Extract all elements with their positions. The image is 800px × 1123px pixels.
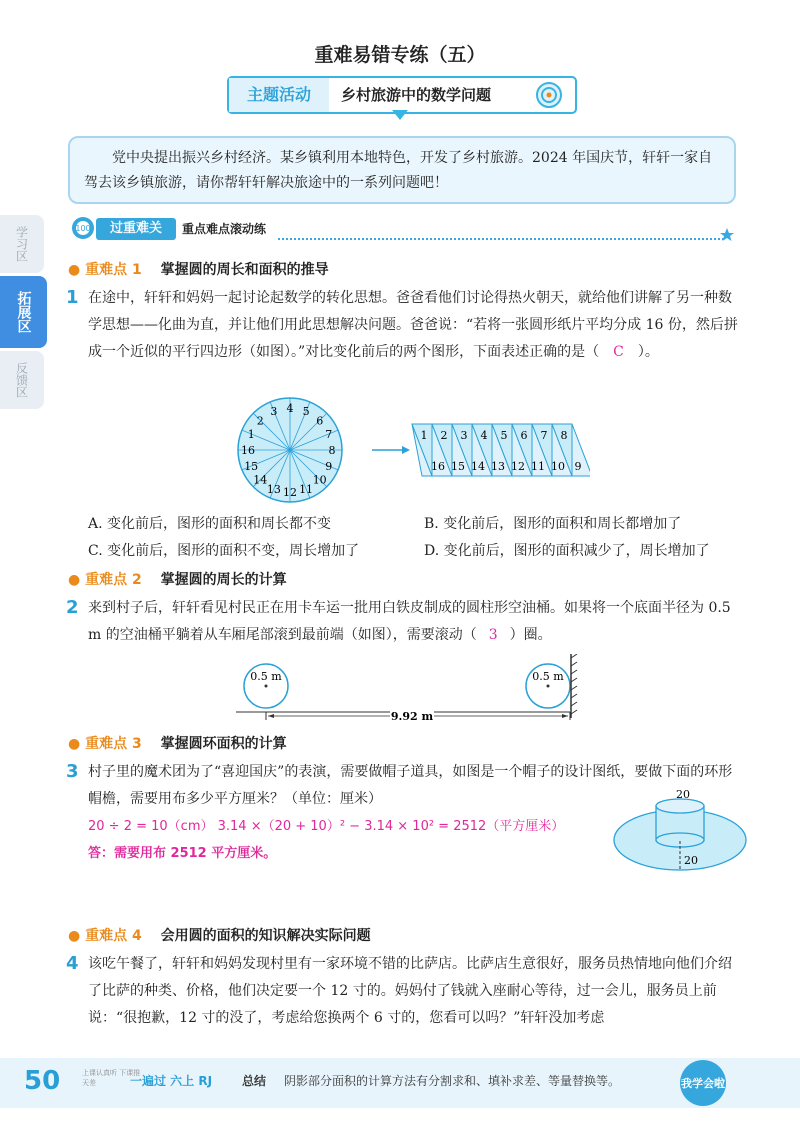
sector-label: 12 (283, 486, 297, 499)
wedge-label: 11 (531, 460, 545, 473)
point-num: 2 (131, 572, 142, 588)
question-number: 1 (66, 287, 79, 308)
point-desc: 掌握圆环面积的计算 (160, 736, 287, 752)
question-4-text: 该吃午餐了，轩轩和妈妈发现村里有一家环境不错的比萨店。比萨店生意很好，服务员热情地向他们介绍了比萨的种类、价格，他们决定要一个 12 寸的。妈妈付了钱就入座耐心等待，过一会儿，服务员上前说：“很抱歉，12 寸的没了，考虑给您换两个 6 寸的，您看可以吗？”轩轩没加考虑 (88, 956, 732, 1026)
sector-label: 4 (286, 402, 294, 415)
sector-label: 13 (266, 482, 281, 496)
sector-label: 3 (270, 405, 278, 419)
summary-text: 阴影部分面积的计算方法有分割求和、填补求差、等量替换等。 (284, 1074, 621, 1088)
point-label: 重难点 (85, 262, 128, 278)
wedge-label: 7 (540, 429, 548, 442)
point-1-heading (68, 259, 329, 279)
section-bar (68, 218, 730, 240)
question-2-tail: ）圈。 (509, 627, 552, 643)
sector-label: 5 (302, 405, 310, 419)
wedge-label: 5 (500, 429, 508, 442)
sector-label: 15 (244, 460, 259, 474)
circle-to-parallelogram-diagram (230, 396, 590, 506)
wedge-label: 2 (440, 429, 448, 442)
arrow-icon (372, 446, 410, 454)
theme-text: 乡村旅游中的数学问题 (341, 86, 492, 104)
point-desc: 会用圆的面积的知识解决实际问题 (160, 928, 371, 944)
page-footer (0, 1058, 800, 1108)
sector-label: 11 (299, 482, 314, 496)
wedge-label: 10 (551, 460, 565, 473)
point-num: 3 (131, 736, 142, 752)
theme-tag: 主题活动 (229, 78, 329, 112)
intro-box (68, 136, 736, 204)
question-2-body: 来到村子后，轩轩看见村民正在用卡车运一批用白铁皮制成的圆柱形空油桶。如果将一个底面半径为 0.5 m 的空油桶平躺着从车厢尾部滚到最前端（如图），需要滚动（ (88, 600, 731, 643)
option-b: B. 变化前后，图形的面积和周长都增加了 (424, 516, 682, 532)
side-tabs (0, 215, 47, 412)
question-2-text (88, 595, 740, 649)
wedge-label: 9 (574, 460, 582, 473)
lightbulb-icon: ● (68, 572, 81, 588)
point-desc: 掌握圆的周长和面积的推导 (160, 262, 329, 278)
question-3-text: 村子里的魔术团为了“喜迎国庆”的表演，需要做帽子道具，如图是一个帽子的设计图纸，要做下面的环形帽檐，需要用布多少平方厘米？（单位：厘米） (88, 764, 733, 807)
point-desc: 掌握圆的周长的计算 (160, 572, 287, 588)
point-num: 1 (131, 262, 142, 278)
wedge-label: 12 (511, 460, 525, 473)
page-title: 重难易错专练（五） (314, 44, 486, 66)
sector-label: 2 (256, 414, 264, 428)
sector-label: 16 (241, 444, 255, 457)
lightbulb-icon: ● (68, 736, 81, 752)
question-number: 4 (66, 953, 79, 974)
intro-text: 党中央提出振兴乡村经济。某乡镇利用本地特色，开发了乡村旅游。2024 年国庆节，轩轩一家自驾去该乡镇旅游，请你帮轩轩解决旅途中的一系列问题吧！ (84, 150, 713, 191)
rolling-barrel-diagram (230, 654, 580, 724)
option-a: A. 变化前后，图形的面积和周长都不变 (88, 516, 332, 532)
hat-top-label: 20 (676, 788, 690, 801)
point-3-heading (68, 733, 287, 753)
wedge-label: 13 (491, 460, 505, 473)
sector-label: 14 (253, 473, 268, 487)
theme-pointer (392, 110, 408, 120)
target-icon (535, 81, 563, 109)
sector-label: 10 (312, 473, 327, 487)
question-number: 2 (66, 597, 79, 618)
wedge-label: 4 (480, 429, 488, 442)
theme-banner (227, 76, 577, 114)
point-label: 重难点 (85, 928, 128, 944)
circle-figure (238, 398, 342, 502)
section-subtitle: 重点难点滚动练 (182, 222, 267, 236)
point-label: 重难点 (85, 572, 128, 588)
point-2-heading (68, 569, 287, 589)
side-tab-learn[interactable]: 学习区 (0, 215, 44, 273)
question-number: 3 (66, 761, 79, 782)
section-divider (278, 238, 724, 240)
distance-label: 9.92 m (390, 710, 434, 723)
medal-icon (68, 215, 98, 241)
lightbulb-icon: ● (68, 262, 81, 278)
hat-brim-label: 20 (684, 854, 698, 867)
wedge-label: 14 (471, 460, 485, 473)
footer-brand: 一遍过 六上 RJ (130, 1074, 213, 1088)
wedge-label: 1 (420, 429, 428, 442)
question-1-answer: C (613, 344, 624, 360)
wedge-label: 6 (520, 429, 528, 442)
question-2-answer: 3 (488, 627, 498, 643)
summary-label: 总结 (242, 1074, 267, 1088)
question-1-body: 在途中，轩轩和妈妈一起讨论起数学的转化思想。爸爸看他们讨论得热火朝天，就给他们讲解了另一种数学思想——化曲为直，并让他们用此思想解决问题。爸爸说：“若将一张圆形纸片平均分成 16 份，然后拼成一个近似的平行四边形（如图）。”对比变化前后的两个图形，下面表述正确的是（ (88, 290, 738, 360)
wedge-label: 3 (460, 429, 468, 442)
lightbulb-icon: ● (68, 928, 81, 944)
question-1-tail: ）。 (637, 344, 659, 360)
footer-slogan: 上课认真听 下课推天差 (82, 1069, 141, 1087)
sector-label: 7 (325, 427, 333, 441)
svg-text:100: 100 (75, 224, 91, 233)
hat-diagram (610, 788, 750, 888)
point-label: 重难点 (85, 736, 128, 752)
sector-label: 1 (247, 427, 255, 441)
sector-label: 9 (325, 460, 333, 474)
point-4-heading (68, 925, 371, 945)
side-tab-feedback[interactable]: 反馈区 (0, 351, 44, 409)
parallelogram-figure (412, 424, 590, 476)
radius-label-left: 0.5 m (250, 670, 282, 683)
side-tab-extend[interactable]: 拓展区 (0, 276, 47, 348)
radius-label-right: 0.5 m (532, 670, 564, 683)
sector-label: 6 (316, 414, 324, 428)
point-num: 4 (131, 928, 142, 944)
sector-label: 8 (328, 444, 336, 457)
question-1-text (88, 285, 740, 366)
learned-badge[interactable]: 我学会啦 (680, 1060, 726, 1106)
wall (571, 654, 577, 718)
wedge-label: 15 (451, 460, 465, 473)
question-3-conclusion: 答：需要用布 2512 平方厘米。 (88, 846, 277, 861)
option-c: C. 变化前后，图形的面积不变，周长增加了 (88, 543, 360, 559)
wedge-label: 8 (560, 429, 568, 442)
question-3-solution: 20 ÷ 2 = 10（cm） 3.14 ×（20 + 10）² − 3.14 × 10² = 2512（平方厘米） (88, 819, 565, 834)
section-tag: 过重难关 (96, 218, 176, 240)
page-number: 50 (24, 1066, 61, 1096)
wedge-label: 16 (431, 460, 445, 473)
option-d: D. 变化前后，图形的面积减少了，周长增加了 (424, 543, 710, 559)
star-icon (720, 228, 734, 242)
